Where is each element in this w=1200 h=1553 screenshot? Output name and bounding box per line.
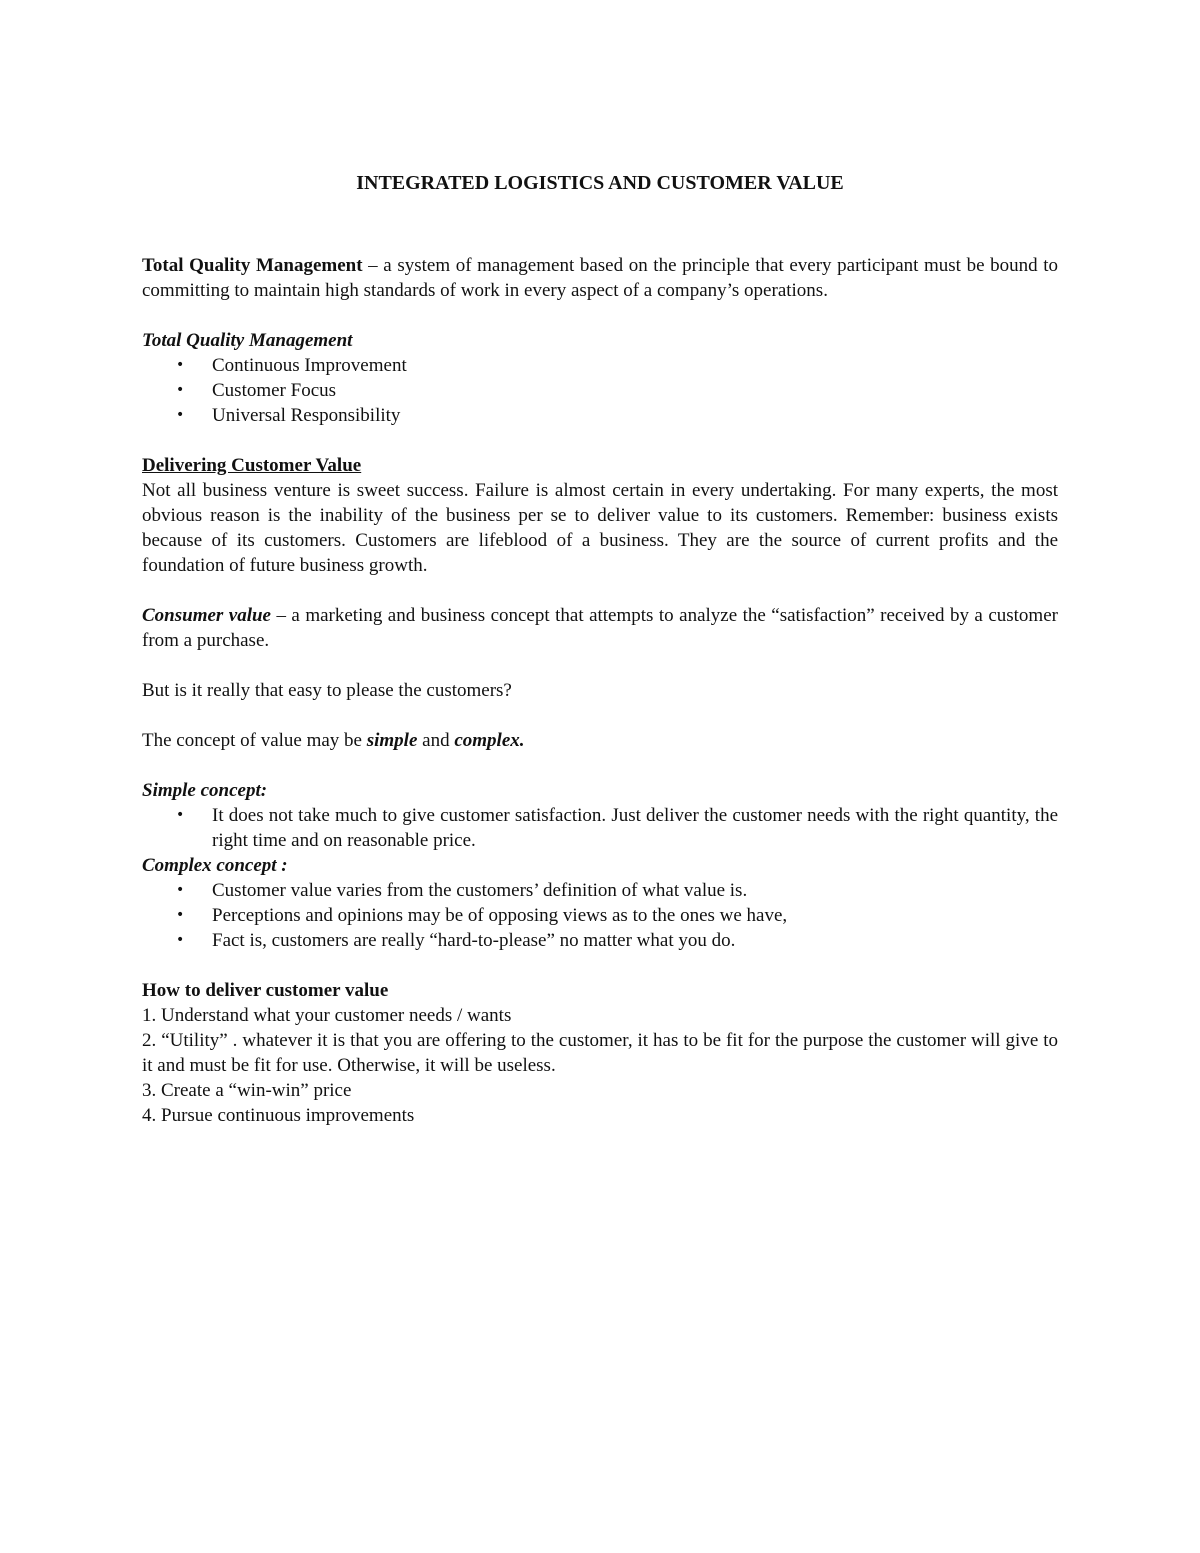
concept-line-mid: and	[417, 730, 455, 751]
list-item-text: It does not take much to give customer satisfaction. Just deliver the customer needs with the right quantity, the right time and on reasonable price.	[212, 805, 1058, 851]
tqm-list-heading: Total Quality Management	[142, 330, 353, 351]
simple-concept-list	[142, 803, 1058, 853]
how-to-heading: How to deliver customer value	[142, 980, 389, 1001]
list-item-text: Universal Responsibility	[212, 405, 401, 426]
complex-concept-list	[142, 878, 1058, 953]
delivering-heading: Delivering Customer Value	[142, 455, 362, 476]
list-item	[142, 403, 1058, 428]
document-page	[142, 168, 1058, 1128]
question-line: But is it really that easy to please the customers?	[142, 680, 512, 701]
list-item-text: Customer value varies from the customers’ definition of what value is.	[212, 880, 748, 901]
tqm-term: Total Quality Management	[142, 255, 363, 276]
list-item	[142, 878, 1058, 903]
bullet-icon: •	[176, 407, 185, 423]
delivering-paragraph: Not all business venture is sweet success. Failure is almost certain in every undertaking. For many experts, the most obvious reason is the inability of the business per se to deliver value to its customers. Remember: business exists because of its customers. Customers are lifeblood of a business. They are the source of current profits and the foundation of future business growth.	[142, 480, 1058, 576]
list-item-text: Fact is, customers are really “hard-to-please” no matter what you do.	[212, 930, 736, 951]
consumer-value-text: – a marketing and business concept that attempts to analyze the “satisfaction” received by a customer from a purchase.	[142, 605, 1058, 651]
list-item-text: Customer Focus	[212, 380, 337, 401]
document-title: INTEGRATED LOGISTICS AND CUSTOMER VALUE	[356, 172, 844, 194]
bullet-icon: •	[176, 907, 185, 923]
list-item	[142, 353, 1058, 378]
list-item	[142, 903, 1058, 928]
list-item	[142, 378, 1058, 403]
simple-concept-heading: Simple concept:	[142, 780, 268, 801]
tqm-list	[142, 353, 1058, 428]
step-item: 2. “Utility” . whatever it is that you are offering to the customer, it has to be fit for the purpose the customer will give to it and must be fit for use. Otherwise, it will be useless.	[142, 1030, 1058, 1076]
step-item: 1. Understand what your customer needs / wants	[142, 1005, 512, 1026]
bullet-icon: •	[176, 382, 185, 398]
step-item: 3. Create a “win-win” price	[142, 1080, 352, 1101]
bullet-icon: •	[176, 932, 185, 948]
concept-line	[142, 728, 1058, 753]
concept-line-text: The concept of value may be	[142, 730, 367, 751]
tqm-definition	[142, 253, 1058, 303]
concept-complex: complex.	[454, 730, 525, 751]
consumer-value-definition	[142, 603, 1058, 653]
list-item-text: Continuous Improvement	[212, 355, 407, 376]
concept-simple: simple	[366, 730, 418, 751]
tqm-definition-text: – a system of management based on the principle that every participant must be bound to committing to maintain high standards of work in every aspect of a company’s operations.	[142, 255, 1058, 301]
how-to-steps	[142, 1003, 1058, 1128]
complex-concept-heading: Complex concept :	[142, 855, 288, 876]
consumer-value-term: Consumer value	[142, 605, 271, 626]
list-item	[142, 928, 1058, 953]
step-item: 4. Pursue continuous improvements	[142, 1105, 415, 1126]
bullet-icon: •	[176, 882, 185, 898]
list-item-text: Perceptions and opinions may be of opposing views as to the ones we have,	[212, 905, 788, 926]
bullet-icon: •	[176, 357, 185, 373]
list-item	[142, 803, 1058, 853]
bullet-icon: •	[176, 807, 185, 823]
